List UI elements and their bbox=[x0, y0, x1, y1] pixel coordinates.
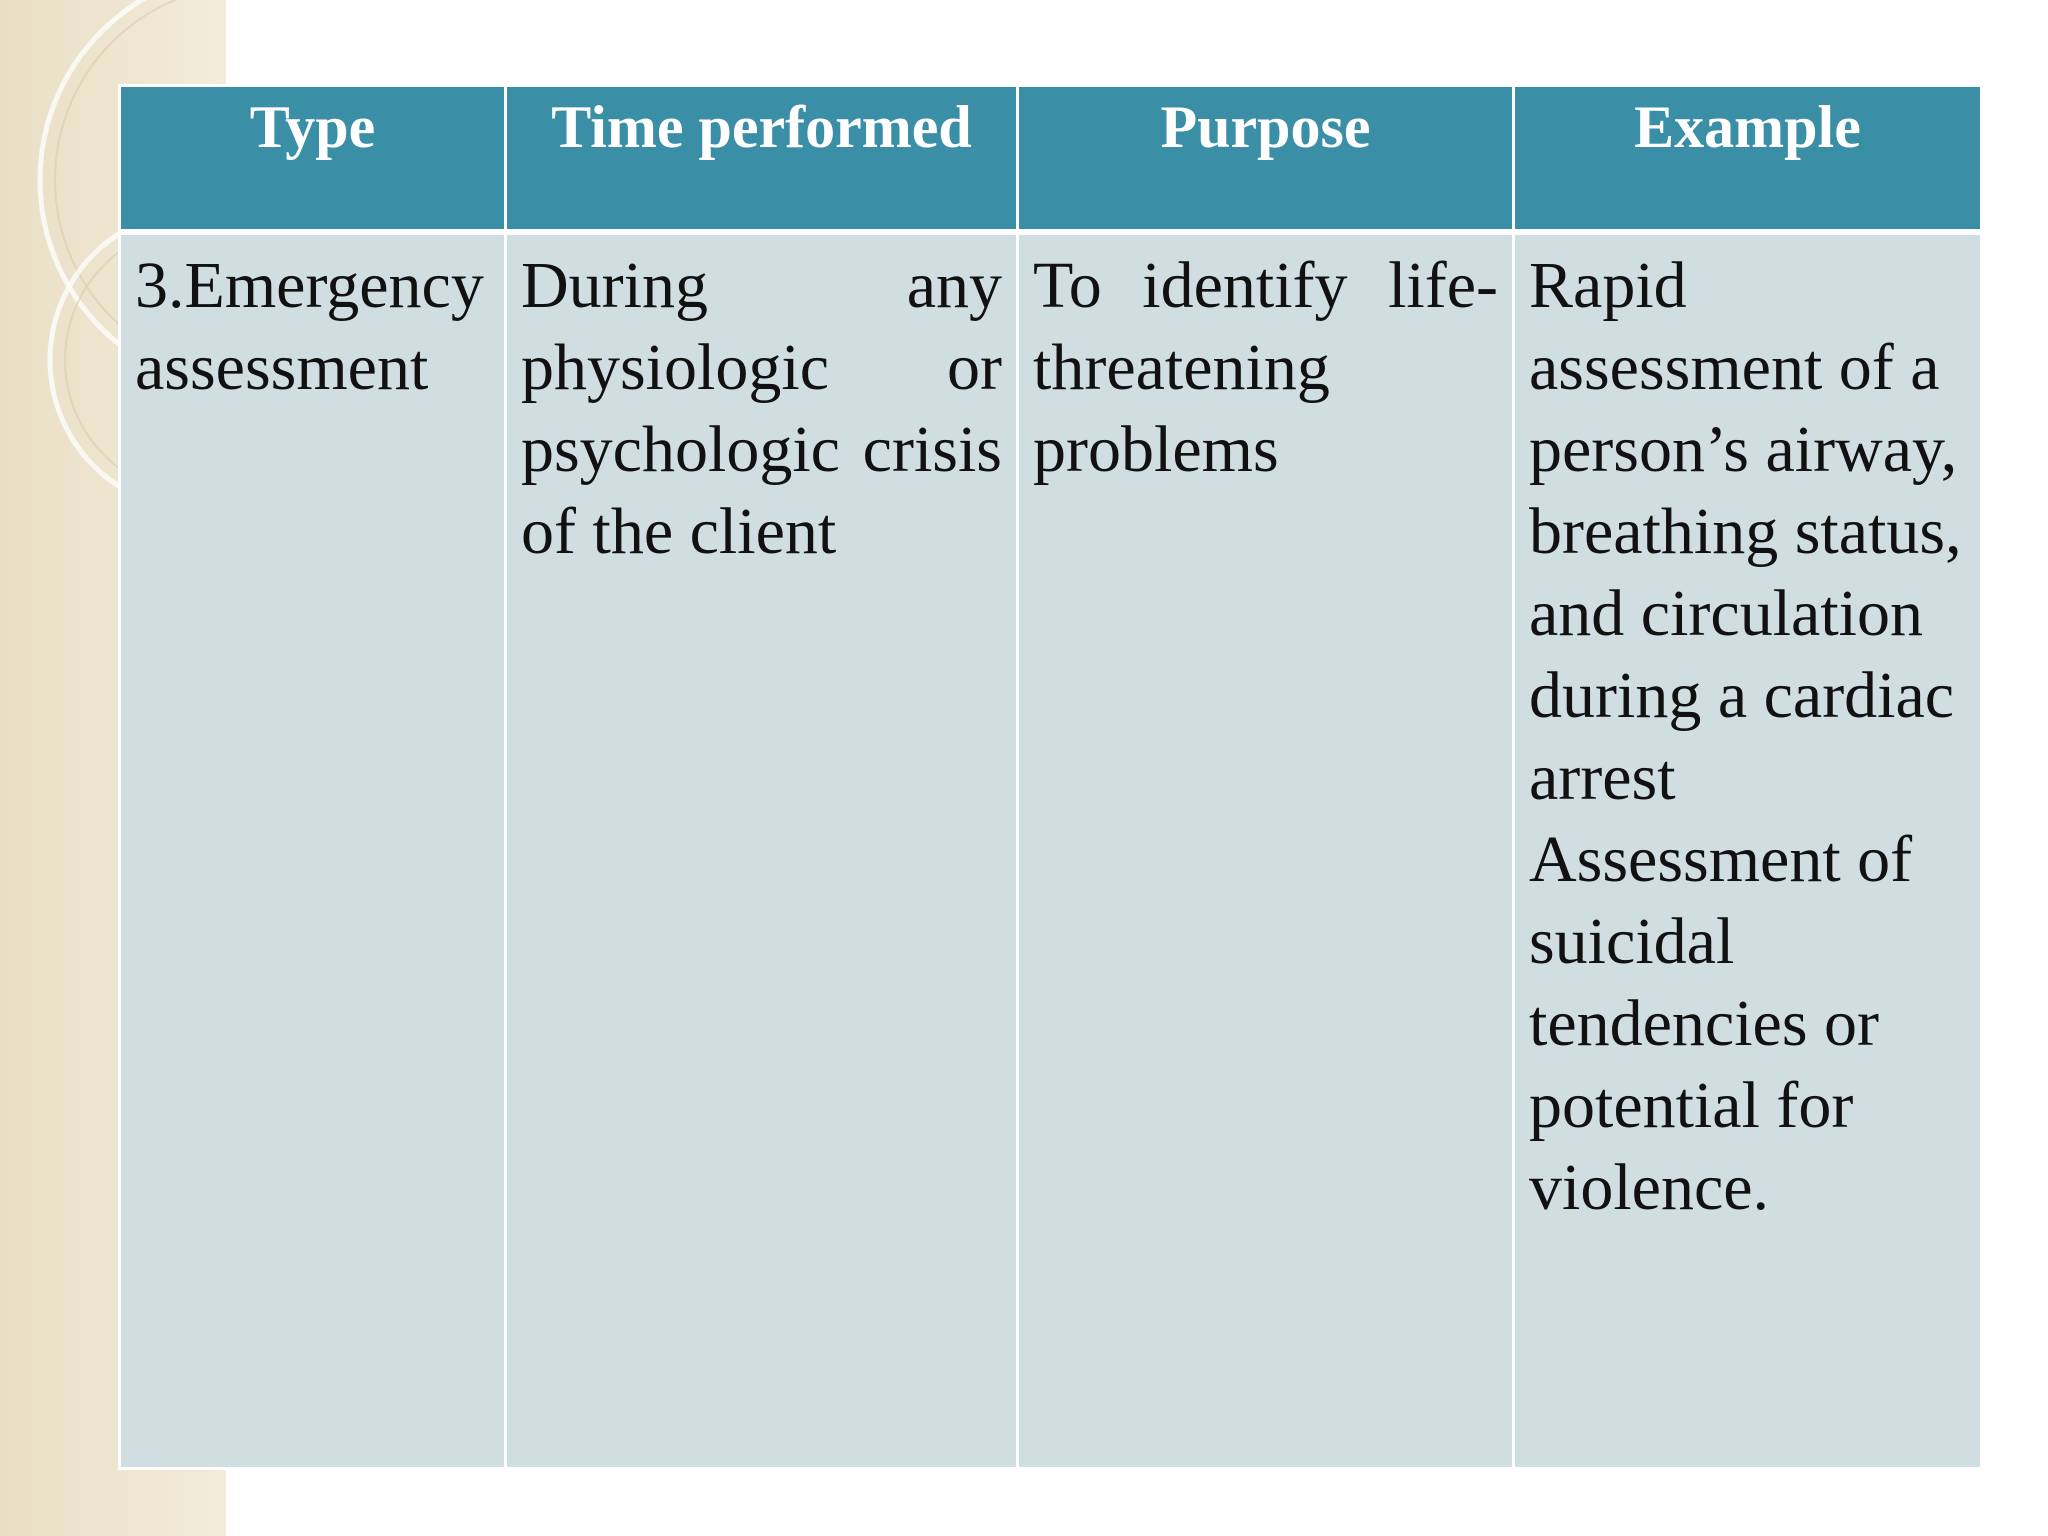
cell-time-performed bbox=[506, 232, 1018, 1469]
assessment-table bbox=[118, 84, 1983, 1470]
header-purpose: Purpose bbox=[1018, 86, 1514, 232]
cell-purpose-text: To identify life-threatening problems bbox=[1033, 248, 1498, 486]
table-header-row bbox=[120, 86, 1982, 232]
header-type: Type bbox=[120, 86, 506, 232]
header-example: Example bbox=[1514, 86, 1982, 232]
header-time-performed: Time performed bbox=[506, 86, 1018, 232]
table-row bbox=[120, 232, 1982, 1469]
cell-example-text: Rapid assessment of a person’s airway, breathing status, and circulation during a cardiac arrest Assessment of suicidal tendencies or potential for violence. bbox=[1529, 248, 1962, 1224]
cell-time-performed-text: During any physiologic or psychologic crisis of the client bbox=[521, 248, 1002, 568]
cell-example bbox=[1514, 232, 1982, 1469]
cell-type bbox=[120, 232, 506, 1469]
cell-type-text: 3.Emergency assessment bbox=[135, 248, 484, 404]
cell-purpose bbox=[1018, 232, 1514, 1469]
